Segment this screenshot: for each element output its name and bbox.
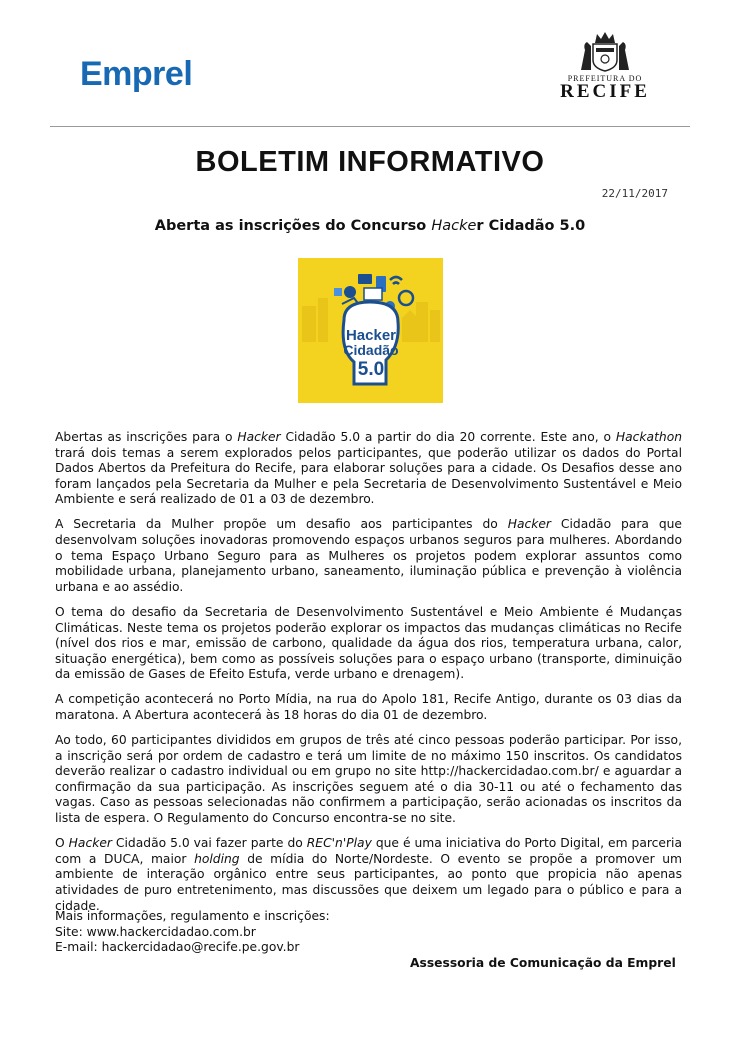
paragraph-2-segment-1: A Secretaria da Mulher propõe um desafio aos participantes do — [55, 517, 508, 532]
paragraph-3 — [55, 605, 682, 683]
paragraph-6-segment-5: que é uma iniciativa do Porto Digital, em parceria com a DUCA, maior — [55, 836, 682, 866]
bulletin-date: 22/11/2017 — [601, 187, 668, 200]
paragraph-1-segment-5: trará dois temas a serem explorados pelos participantes, que poderão utilizar os dados do Portal Dados Abertos da Prefeitura do Recife, para elaborar soluções para a cidade. Os Desafios desse ano foram lançados pela Secretaria da Mulher e pela Secretaria de Desenvolvimento Sustentável e Meio Ambiente e será realizado de 01 a 03 de dezembro. — [55, 445, 682, 507]
headline-part-3: r Cidadão 5.0 — [476, 218, 586, 234]
headline-part-2: Hacke — [431, 218, 477, 234]
recife-coat-of-arms-icon — [577, 30, 633, 72]
paragraph-2 — [55, 517, 682, 595]
paragraph-6 — [55, 836, 682, 914]
paragraph-1 — [55, 430, 682, 508]
article-body — [55, 430, 682, 924]
paragraph-4-segment-1: A competição acontecerá no Porto Mídia, na rua do Apolo 181, Recife Antigo, durante os 03 dias da maratona. A Abertura acontecerá às 18 horas do dia 01 de dezembro. — [55, 692, 682, 722]
hacker-cidadao-image — [298, 258, 443, 403]
paragraph-1-segment-4: Hackathon — [615, 430, 683, 444]
hero-line-2: Cidadão — [343, 342, 399, 358]
recife-logo-subtitle: PREFEITURA DO — [567, 74, 643, 83]
signature: Assessoria de Comunicação da Emprel — [410, 956, 676, 970]
paragraph-1-segment-3: Cidadão 5.0 a partir do dia 20 corrente. Este ano, o — [280, 430, 616, 444]
hero-line-1: Hacker — [345, 327, 397, 344]
paragraph-6-segment-4: REC'n'Play — [306, 836, 372, 851]
paragraph-6-segment-2: Hacker — [68, 836, 112, 851]
headline — [0, 218, 740, 234]
contact-site: Site: www.hackercidadao.com.br — [55, 924, 256, 939]
bulletin-title: BOLETIM INFORMATIVO — [195, 146, 545, 178]
paragraph-6-segment-3: Cidadão 5.0 vai fazer parte do — [111, 836, 307, 851]
header-divider — [50, 126, 690, 127]
paragraph-5-segment-1: Ao todo, 60 participantes divididos em grupos de três até cinco pessoas poderão participar. Por isso, a inscrição será por ordem de cadastro e terá um limite de no máximo 150 inscritos. Os candidatos deverão realizar o cadastro individual ou em grupo no site http://hackercidadao.com.br/ e aguardar a confirmação da sua participação. As inscrições seguem até o dia 30-11 ou até o fechamento das vagas. Caso as pessoas selecionadas não confirmem a participação, serão acionadas os inscritos da lista de espera. O Regulamento do Concurso encontra-se no site. — [55, 733, 682, 826]
paragraph-6-segment-6: holding — [194, 851, 240, 866]
contact-heading: Mais informações, regulamento e inscrições: — [55, 909, 330, 923]
paragraph-1-segment-1: Abertas as inscrições para o — [55, 430, 238, 444]
hero-line-3: 5.0 — [357, 359, 385, 380]
paragraph-6-segment-1: O — [55, 836, 69, 851]
contact-block — [55, 909, 330, 956]
paragraph-6-segment-7: de mídia do Norte/Nordeste. O evento se propõe a promover um ambiente de interação orgânico entre seus participantes, ao ponto que propicia não apenas atividades de puro entretenimento, mas discussões que deixem um legado para o público e para a cidade. — [55, 851, 682, 913]
paragraph-3-segment-1: O tema do desafio da Secretaria de Desenvolvimento Sustentável e Meio Ambiente é Mudanças Climáticas. Neste tema os projetos poderão explorar os impactos das mudanças climáticas no Recife (nível dos rios e mar, emissão de carbono, qualidade da água dos rios, temperatura urbana, calor, situação energética), bem como as possíveis soluções para o espaço urbano (transporte, diminuição da emissão de Gases de Efeito Estufa, verde urbano e drenagem). — [55, 604, 682, 682]
paragraph-2-segment-2: Hacker — [507, 517, 551, 532]
paragraph-2-segment-3: Cidadão para que desenvolvam soluções inovadoras promovendo espaços urbanos seguros para mulheres. Abordando o tema Espaço Urbano Seguro para as Mulheres os projetos podem explorar assuntos como mobilidade urbana, planejamento urbano, saneamento, iluminação pública e prevenção à violência urbana e ao assédio. — [55, 517, 682, 594]
recife-logo-title: RECIFE — [560, 81, 650, 102]
headline-part-1: Aberta as inscrições do Concurso — [154, 218, 432, 234]
prefeitura-recife-logo — [545, 30, 665, 110]
emprel-logo: Emprel — [80, 55, 193, 93]
paragraph-5 — [55, 733, 682, 827]
paragraph-1-segment-2: Hacker — [237, 430, 281, 444]
paragraph-4 — [55, 692, 682, 723]
contact-email: E-mail: hackercidadao@recife.pe.gov.br — [55, 940, 300, 955]
